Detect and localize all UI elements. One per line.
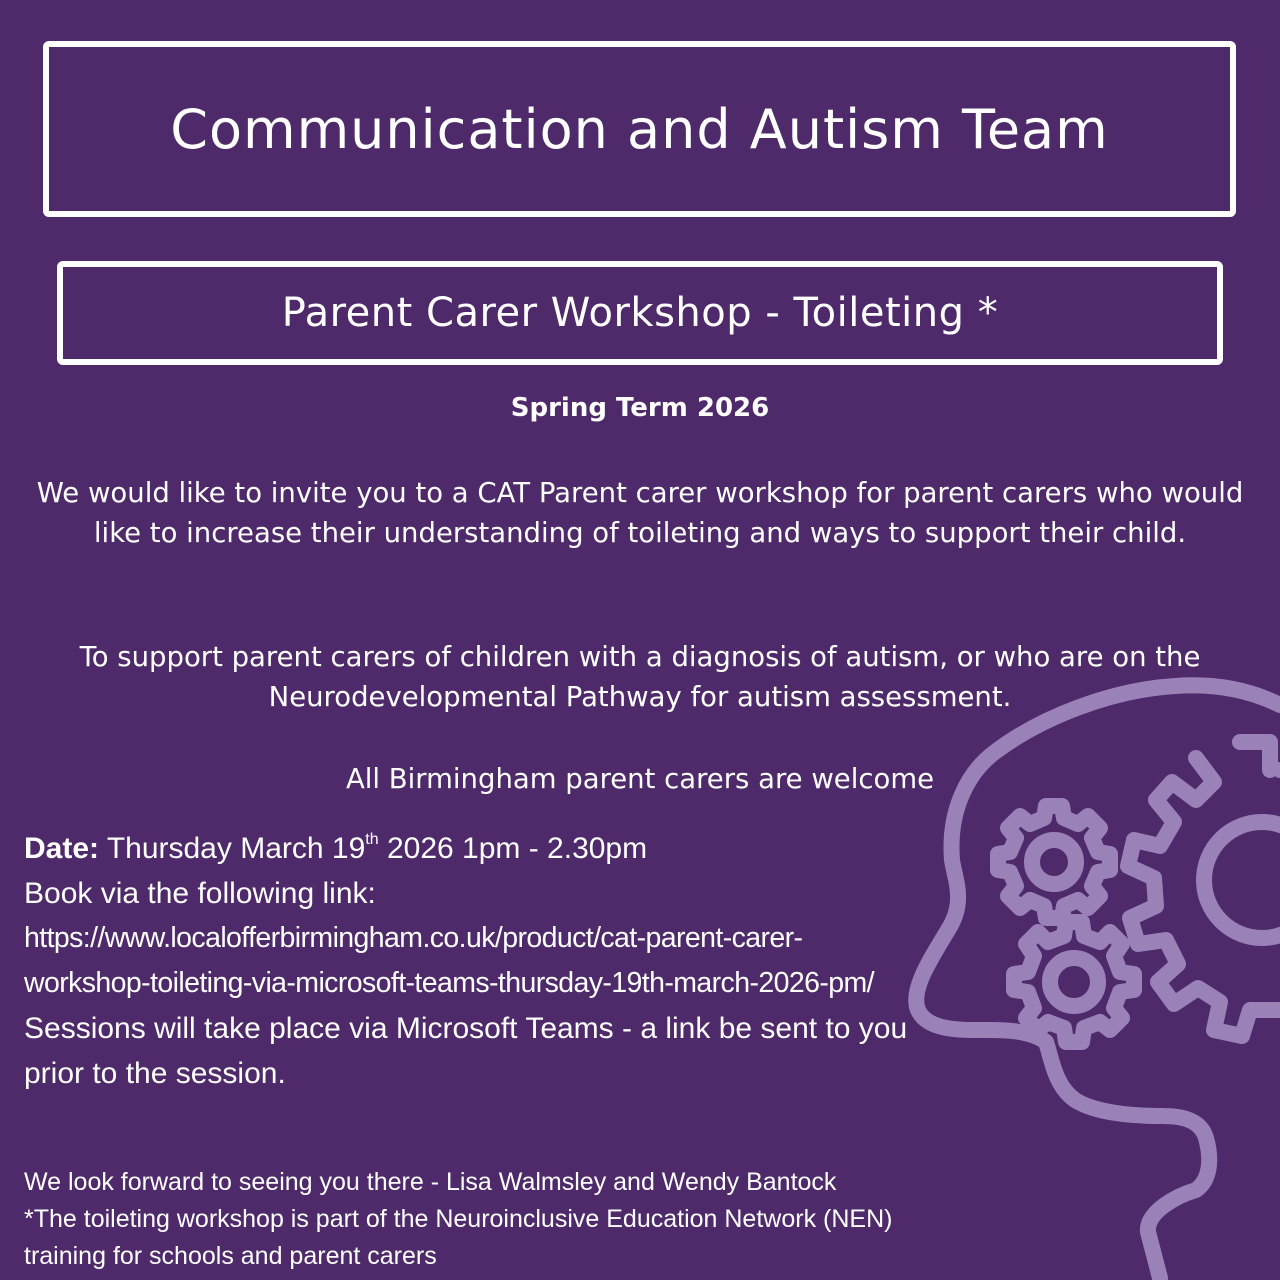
date-suffix: th [365, 831, 379, 848]
date-label: Date: [24, 832, 100, 865]
subtitle-box [57, 261, 1223, 365]
welcome-line: All Birmingham parent carers are welcome [345, 763, 935, 795]
term-label: Spring Term 2026 [510, 393, 770, 423]
page-title: Communication and Autism Team [170, 97, 1109, 161]
nen-note: *The toileting workshop is part of the Neuroinclusive Education Network (NEN) training for schools and parent carers [24, 1205, 893, 1270]
booking-link[interactable]: https://www.localofferbirmingham.co.uk/product/cat-parent-carer-workshop-toileting-via-microsoft-teams-thursday-19th-march-2026-pm/ [24, 922, 874, 999]
invite-paragraph: We would like to invite you to a CAT Parent carer workshop for parent carers who would like to increase their understanding of toileting and ways to support their child. [36, 477, 1244, 549]
date-prefix: Thursday March 19 [106, 832, 366, 865]
date-rest: 2026 1pm - 2.30pm [386, 832, 648, 865]
booking-text: Book via the following link: [24, 877, 376, 910]
sessions-note: Sessions will take place via Microsoft Teams - a link be sent to you prior to the session. [24, 1012, 908, 1090]
date-line [24, 826, 924, 871]
closing-line: We look forward to seeing you there - Lisa Walmsley and Wendy Bantock [24, 1168, 837, 1196]
workshop-title: Parent Carer Workshop - Toileting * [281, 290, 999, 336]
footer [24, 1164, 924, 1275]
support-paragraph: To support parent carers of children with a diagnosis of autism, or who are on the Neurodevelopmental Pathway for autism assessment. [79, 641, 1201, 713]
title-box [43, 41, 1236, 217]
event-details [24, 826, 924, 1096]
